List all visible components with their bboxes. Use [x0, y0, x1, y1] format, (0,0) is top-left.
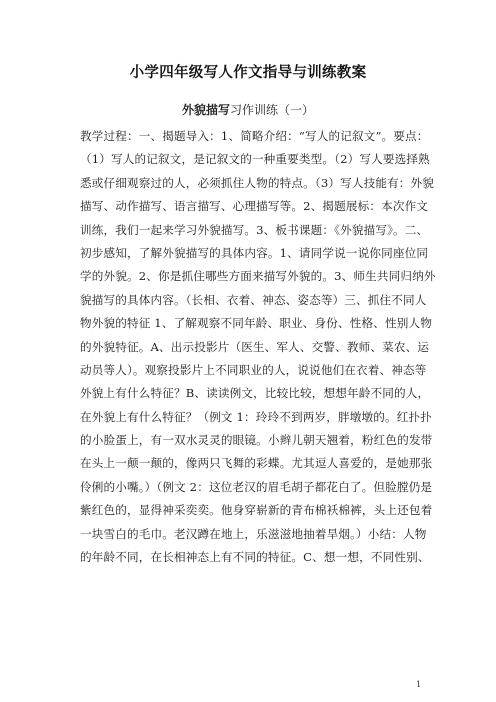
body-line: 貌描写的具体内容。（长相、衣着、神态、姿态等）三、抓住不同人 — [80, 292, 427, 307]
body-line: 的小脸蛋上，有一双水灵灵的眼镜。小辫儿朝天翘着，粉红色的发带 — [80, 433, 433, 448]
body-line: 外貌上有什么特征？B、读读例文，比较比较，想想年龄不同的人， — [80, 386, 430, 401]
body-line: 在外貌上有什么特征？（例文 1：玲玲不到两岁，胖墩墩的。红扑扑 — [80, 409, 432, 424]
body-line: 学的外貌。2、你是抓住哪些方面来描写外貌的。3、师生共同归纳外 — [80, 269, 436, 284]
body-line: 物外貌的特征 1、了解观察不同年龄、职业、身份、性格、性别人物 — [80, 316, 432, 331]
body-line: 描写、动作描写、语言描写、心理描写等。2、揭题展标：本次作文 — [80, 199, 429, 214]
body-line: 初步感知，了解外貌描写的具体内容。1、请同学说一说你同座位同 — [80, 245, 429, 260]
subtitle-rest-text: 习作训练（一） — [230, 103, 315, 117]
body-line: 在头上一颠一颠的，像两只飞舞的彩蝶。尤其逗人喜爱的，是她那张 — [80, 456, 433, 471]
body-text — [80, 125, 436, 569]
body-line: 悉或仔细观察过的人，必须抓住人物的特点。（3）写人技能有：外貌 — [80, 175, 435, 190]
subtitle-bold-text: 外貌描写 — [181, 103, 230, 117]
body-line: 一块雪白的毛巾。老汉蹲在地上，乐滋滋地抽着旱烟。）小结：人物 — [80, 526, 427, 541]
document-title: 小学四年级写人作文指导与训练教案 — [129, 65, 367, 81]
body-line: 动员等人）。观察投影片上不同职业的人，说说他们在衣着、神态等 — [80, 362, 427, 377]
body-line: 教学过程：一、揭题导入：1、简略介绍：“写人的记叙文”。要点： — [80, 129, 429, 143]
body-line: 的外貌特征。A、出示投影片（医生、军人、交警、教师、菜农、运 — [80, 339, 430, 354]
body-line: （1）写人的记叙文，是记叙文的一种重要类型。（2）写人要选择熟 — [80, 152, 430, 167]
body-line: 紫红色的，显得神采奕奕。他身穿崭新的青布棉袄棉裤，头上还包着 — [80, 503, 433, 518]
body-line: 的年龄不同，在长相神态上有不同的特征。C、想一想，不同性别、 — [80, 550, 430, 565]
document-subtitle — [0, 101, 496, 118]
body-line: 训练，我们一起来学习外貌描写。3、板书课题：《外貌描写》。二、 — [80, 222, 429, 237]
body-line: 伶俐的小嘴。）（例文 2：这位老汉的眉毛胡子都花白了。但脸膛仍是 — [80, 479, 433, 494]
page-number: 1 — [416, 680, 422, 689]
